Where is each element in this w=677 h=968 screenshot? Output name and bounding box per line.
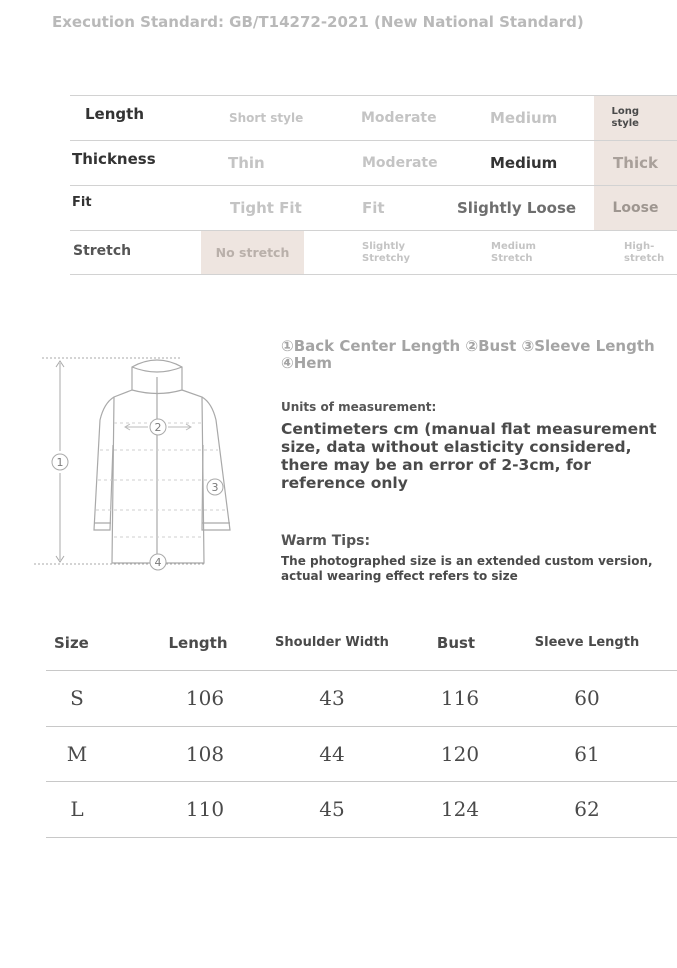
header-shoulder-width: Shoulder Width xyxy=(275,635,389,650)
execution-standard: Execution Standard: GB/T14272-2021 (New National Standard) xyxy=(52,13,584,31)
attribute-row-stretch xyxy=(70,230,677,275)
header-size: Size xyxy=(54,633,89,652)
marker-2: 2 xyxy=(154,421,162,434)
attribute-label: Length xyxy=(85,105,144,123)
cell-size: S xyxy=(70,686,84,711)
attribute-option-selected: Loose xyxy=(594,186,677,230)
attribute-row-length xyxy=(70,95,677,140)
attribute-option: Tight Fit xyxy=(230,199,302,217)
attribute-option-selected: No stretch xyxy=(201,231,304,274)
attribute-option: Fit xyxy=(362,199,385,217)
marker-4: 4 xyxy=(154,556,162,569)
cell-sleeve-length: 62 xyxy=(574,797,600,822)
attribute-option: Thin xyxy=(228,154,265,172)
attribute-option: Medium xyxy=(490,154,558,172)
table-row xyxy=(46,782,677,838)
table-row xyxy=(46,671,677,727)
measurement-notes xyxy=(281,338,676,584)
tips-text: The photographed size is an extended custom version, actual wearing effect refers to size xyxy=(281,554,653,583)
table-row xyxy=(46,727,677,783)
cell-length: 108 xyxy=(185,741,225,766)
units-text: Centimeters cm (manual flat measurement size, data without elasticity considered, there may be an error of 2-3cm, for reference only xyxy=(281,420,657,492)
attribute-row-thickness xyxy=(70,140,677,185)
cell-bust: 120 xyxy=(440,741,480,766)
cell-shoulder-width: 44 xyxy=(319,741,345,766)
attribute-option: Medium xyxy=(490,109,558,127)
cell-sleeve-length: 61 xyxy=(574,741,600,766)
marker-3: 3 xyxy=(211,481,219,494)
cell-length: 106 xyxy=(185,686,225,711)
attribute-option: Moderate xyxy=(361,110,437,126)
tips-title: Warm Tips: xyxy=(281,533,371,549)
size-table xyxy=(46,615,677,838)
measurement-parts: ①Back Center Length ②Bust ③Sleeve Length ④Hem xyxy=(281,337,655,372)
attribute-option-selected: Thick xyxy=(594,141,677,185)
header-length: Length xyxy=(168,633,228,652)
attribute-row-fit xyxy=(70,185,677,230)
attribute-table xyxy=(70,95,677,275)
cell-size: M xyxy=(66,741,88,766)
attribute-option xyxy=(624,231,664,274)
cell-shoulder-width: 45 xyxy=(319,797,345,822)
attribute-option-selected xyxy=(594,96,677,140)
attribute-label: Fit xyxy=(72,195,92,210)
attribute-option: Slightly Loose xyxy=(457,199,577,217)
attribute-option: Short style xyxy=(229,111,304,125)
cell-size: L xyxy=(70,797,84,822)
coat-measurement-diagram xyxy=(32,345,242,580)
attribute-option xyxy=(362,231,412,274)
attribute-option-text: Long style xyxy=(611,106,640,129)
cell-shoulder-width: 43 xyxy=(319,686,345,711)
attribute-option-text: Slightly Stretchy xyxy=(362,240,411,264)
attribute-option-text: High-stretch xyxy=(624,240,665,264)
attribute-label: Stretch xyxy=(73,243,132,259)
cell-bust: 116 xyxy=(440,686,480,711)
cell-sleeve-length: 60 xyxy=(574,686,600,711)
cell-bust: 124 xyxy=(440,797,480,822)
attribute-option: Moderate xyxy=(362,155,438,171)
attribute-option-text: Medium Stretch xyxy=(491,240,536,264)
attribute-option xyxy=(491,231,541,274)
units-title: Units of measurement: xyxy=(281,400,437,414)
header-sleeve-length: Sleeve Length xyxy=(534,635,640,650)
header-bust: Bust xyxy=(436,633,476,652)
size-table-header xyxy=(46,615,677,671)
cell-length: 110 xyxy=(185,797,225,822)
attribute-label: Thickness xyxy=(72,150,156,168)
marker-1: 1 xyxy=(56,456,64,469)
